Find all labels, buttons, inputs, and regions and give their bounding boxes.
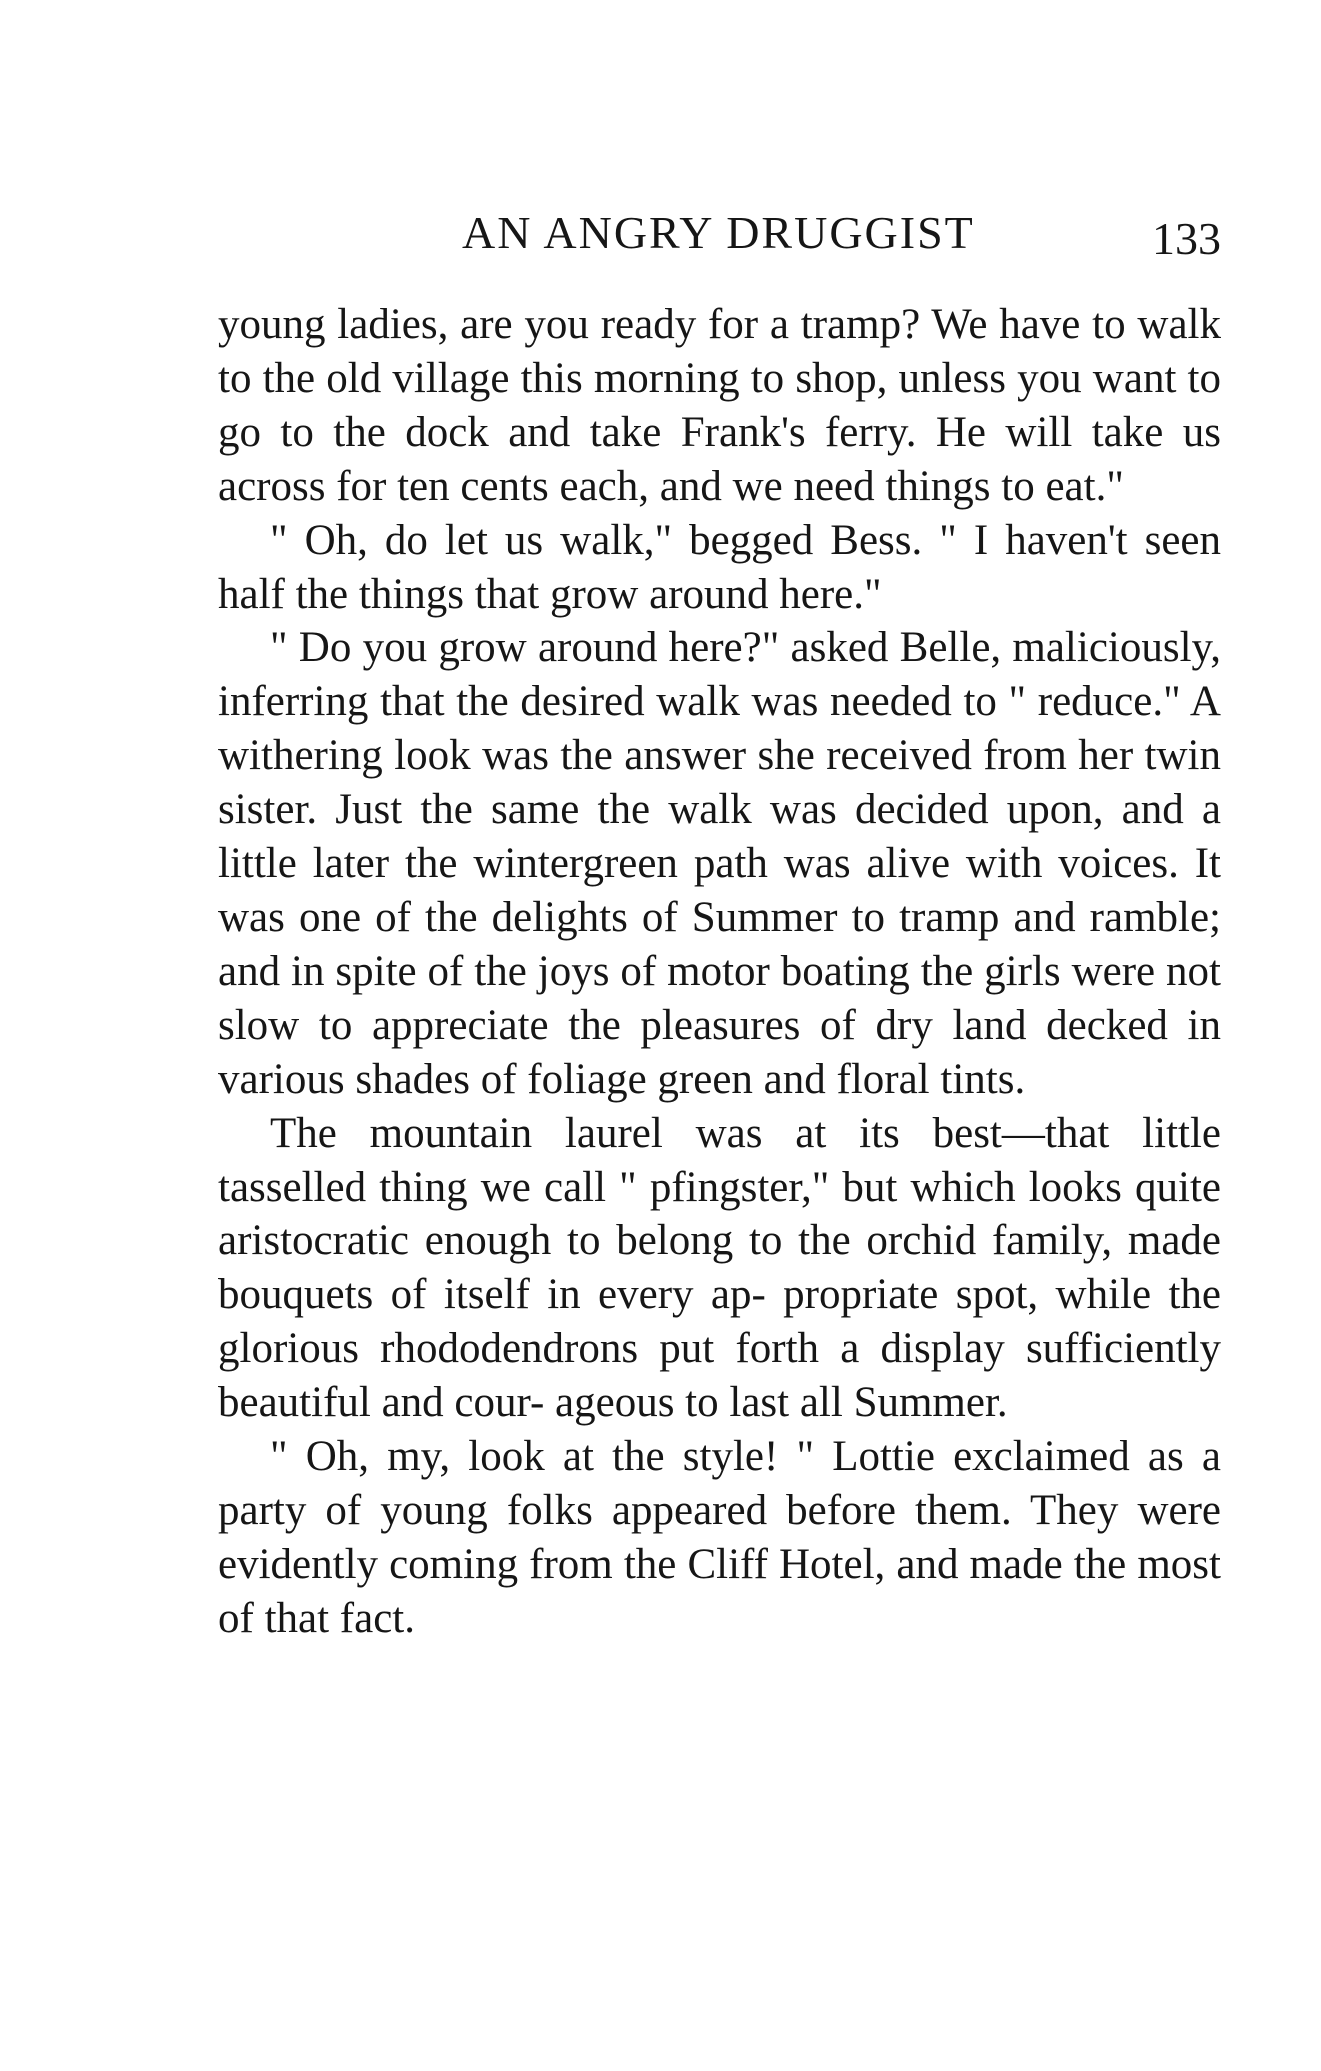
paragraph: " Oh, do let us walk," begged Bess. " I haven't seen half the things that grow around here." (218, 516, 1221, 618)
page-header (218, 200, 1221, 270)
body-text (218, 298, 1221, 1646)
paragraph: The mountain laurel was at its best—that little tasselled thing we call " pfingster," but which looks quite aristocratic enough to belong to the orchid family, made bouquets of itself in every ap- propriate spot, while the glorious rhododendrons put forth a display sufficiently beautiful and cour- ageous to last all Summer. (218, 1109, 1221, 1427)
running-head: AN ANGRY DRUGGIST (462, 207, 975, 258)
paragraph: " Oh, my, look at the style! " Lottie exclaimed as a party of young folks appeared before them. They were evidently coming from the Cliff Hotel, and made the most of that fact. (218, 1433, 1221, 1642)
paragraph: " Do you grow around here?" asked Belle, maliciously, inferring that the desired walk was needed to " reduce." A withering look was the answer she received from her twin sister. Just the same the walk was decided upon, and a little later the wintergreen path was alive with voices. It was one of the delights of Summer to tramp and ramble; and in spite of the joys of motor boating the girls were not slow to appreciate the pleasures of dry land decked in various shades of foliage green and floral tints. (218, 624, 1221, 1103)
page-number: 133 (1152, 213, 1221, 264)
paragraph: young ladies, are you ready for a tramp? We have to walk to the old village this morning to shop, unless you want to go to the dock and take Frank's ferry. He will take us across for ten cents each, and we need things to eat." (218, 301, 1221, 510)
